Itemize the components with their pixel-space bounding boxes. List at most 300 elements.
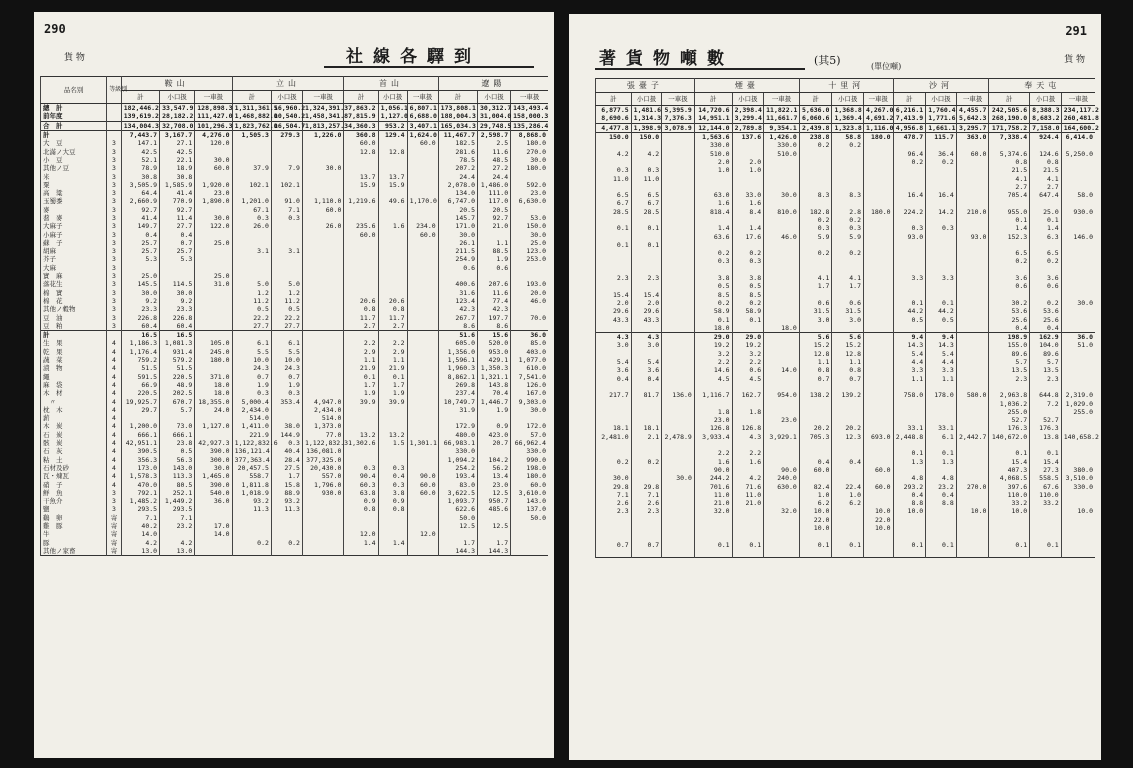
item-class: 3 bbox=[107, 247, 121, 255]
table-cell bbox=[764, 333, 800, 342]
table-cell: 1,077.0 bbox=[511, 356, 548, 364]
table-row bbox=[596, 141, 1096, 149]
table-cell bbox=[764, 540, 800, 548]
table-cell bbox=[271, 264, 302, 272]
table-cell: 10.0 bbox=[232, 356, 271, 364]
table-cell: 126.8 bbox=[732, 424, 764, 432]
table-cell: 2,478.9 bbox=[662, 433, 695, 441]
table-cell: 1.2 bbox=[232, 289, 271, 297]
table-cell: 3,610.0 bbox=[511, 489, 548, 497]
table-cell: 705.3 bbox=[799, 433, 832, 441]
table-cell bbox=[378, 406, 407, 414]
table-cell: 0.9 bbox=[344, 497, 378, 505]
table-cell: 172.0 bbox=[511, 422, 548, 430]
table-cell bbox=[631, 549, 662, 558]
table-cell: 3.1 bbox=[232, 247, 271, 255]
table-row bbox=[41, 172, 549, 180]
table-cell: 1.1 bbox=[799, 358, 832, 366]
table-cell bbox=[832, 474, 864, 482]
sub-header: 計 bbox=[438, 91, 477, 104]
table-cell: 244.2 bbox=[694, 474, 732, 482]
item-name: 蘇 子 bbox=[41, 239, 107, 247]
table-cell: 1.7 bbox=[799, 282, 832, 290]
table-cell bbox=[956, 375, 989, 383]
table-cell bbox=[631, 524, 662, 532]
table-cell: 180.0 bbox=[864, 208, 894, 216]
table-cell: 1,116.0 bbox=[864, 123, 894, 132]
table-cell bbox=[764, 315, 800, 323]
table-cell bbox=[232, 522, 271, 530]
table-cell: 0.7 bbox=[232, 373, 271, 381]
table-cell bbox=[864, 174, 894, 182]
table-cell: 66,962.4 bbox=[511, 439, 548, 447]
table-cell bbox=[799, 257, 832, 265]
table-cell: 33,547.9 bbox=[160, 104, 195, 113]
table-cell bbox=[407, 431, 438, 439]
table-cell bbox=[302, 139, 343, 147]
table-cell bbox=[864, 350, 894, 358]
table-cell: 0.4 bbox=[378, 472, 407, 480]
table-cell: 18.9 bbox=[160, 164, 195, 172]
table-cell bbox=[407, 247, 438, 255]
table-cell: 1,226.0 bbox=[302, 130, 343, 139]
table-cell: 29.8 bbox=[596, 482, 632, 490]
table-cell bbox=[799, 266, 832, 274]
table-cell: 1.4 bbox=[732, 224, 764, 232]
table-cell bbox=[956, 416, 989, 424]
table-cell: 30.0 bbox=[121, 289, 159, 297]
table-cell: 27.1 bbox=[160, 139, 195, 147]
table-cell: 3.8 bbox=[732, 274, 764, 282]
table-cell bbox=[478, 414, 511, 422]
table-cell: 0.6 bbox=[1030, 282, 1062, 290]
station-header: 鞍山 bbox=[121, 77, 232, 91]
table-cell bbox=[232, 147, 271, 155]
table-row bbox=[41, 331, 549, 340]
table-cell bbox=[926, 141, 957, 149]
table-cell: 140,658.2 bbox=[1061, 433, 1095, 441]
table-cell: 390.0 bbox=[195, 447, 232, 455]
table-cell bbox=[662, 141, 695, 149]
table-cell: 647.4 bbox=[1030, 191, 1062, 199]
table-row bbox=[41, 514, 549, 522]
table-cell: 235.6 bbox=[344, 222, 378, 230]
table-cell bbox=[662, 199, 695, 207]
table-cell: 30.0 bbox=[195, 464, 232, 472]
table-cell bbox=[799, 149, 832, 157]
table-cell bbox=[302, 255, 343, 263]
table-cell bbox=[271, 230, 302, 238]
table-row bbox=[596, 324, 1096, 333]
table-cell: 758.0 bbox=[893, 391, 926, 399]
table-cell: 30.0 bbox=[302, 164, 343, 172]
table-cell bbox=[1030, 199, 1062, 207]
table-cell: 770.9 bbox=[160, 197, 195, 205]
table-cell bbox=[732, 383, 764, 391]
table-cell bbox=[893, 166, 926, 174]
table-cell: 293.5 bbox=[160, 505, 195, 513]
table-cell: 155.0 bbox=[989, 341, 1030, 349]
table-cell: 4.3 bbox=[631, 333, 662, 342]
table-cell: 3.0 bbox=[596, 341, 632, 349]
sub-header: 計 bbox=[694, 93, 732, 106]
title-rule bbox=[324, 66, 534, 68]
table-cell: 90.0 bbox=[764, 466, 800, 474]
item-class bbox=[107, 331, 121, 340]
table-cell: 0.2 bbox=[694, 249, 732, 257]
table-cell bbox=[378, 230, 407, 238]
table-cell bbox=[662, 516, 695, 524]
table-cell bbox=[832, 241, 864, 249]
table-cell bbox=[864, 532, 894, 540]
table-cell bbox=[956, 350, 989, 358]
table-cell bbox=[989, 291, 1030, 299]
table-cell bbox=[1030, 441, 1062, 449]
table-row bbox=[41, 356, 549, 364]
table-cell bbox=[662, 341, 695, 349]
table-row bbox=[41, 305, 549, 313]
table-cell: 371.0 bbox=[195, 373, 232, 381]
table-cell: 11.7 bbox=[378, 313, 407, 321]
table-cell bbox=[478, 272, 511, 280]
table-cell: 56.2 bbox=[478, 464, 511, 472]
table-cell bbox=[764, 358, 800, 366]
table-cell: 19,925.7 bbox=[121, 397, 159, 405]
table-cell: 122.0 bbox=[195, 222, 232, 230]
table-cell bbox=[407, 464, 438, 472]
table-cell: 13.4 bbox=[478, 472, 511, 480]
table-cell: 931.4 bbox=[160, 348, 195, 356]
table-cell bbox=[511, 530, 548, 538]
table-cell: 139.2 bbox=[832, 391, 864, 399]
table-row bbox=[41, 547, 549, 556]
table-cell bbox=[956, 516, 989, 524]
table-cell bbox=[344, 447, 378, 455]
table-cell: 2.2 bbox=[732, 358, 764, 366]
table-cell: 0.4 bbox=[596, 375, 632, 383]
table-cell bbox=[631, 216, 662, 224]
table-cell bbox=[344, 331, 378, 340]
table-cell: 143,493.4 bbox=[511, 104, 548, 113]
table-cell: 1,369.4 bbox=[832, 114, 864, 123]
table-cell bbox=[864, 341, 894, 349]
table-cell: 5.7 bbox=[160, 406, 195, 414]
table-cell bbox=[893, 183, 926, 191]
table-cell: 29.6 bbox=[596, 307, 632, 315]
table-cell: 42.5 bbox=[121, 147, 159, 155]
page-number: 291 bbox=[1065, 24, 1087, 38]
table-cell: 240.0 bbox=[764, 474, 800, 482]
table-cell: 11.6 bbox=[478, 147, 511, 155]
table-cell: 37.9 bbox=[232, 164, 271, 172]
table-cell: 6,688.0 bbox=[407, 112, 438, 121]
table-cell: 3.6 bbox=[631, 366, 662, 374]
table-row bbox=[41, 197, 549, 205]
table-cell bbox=[864, 333, 894, 342]
table-cell bbox=[195, 331, 232, 340]
table-cell: 1,760.4 bbox=[926, 106, 957, 115]
table-cell bbox=[1061, 183, 1095, 191]
table-cell: 11.3 bbox=[232, 505, 271, 513]
table-cell bbox=[764, 532, 800, 540]
item-name: 木 材 bbox=[41, 389, 107, 397]
table-cell: 4,691.2 bbox=[864, 114, 894, 123]
item-name: 〃 bbox=[41, 397, 107, 405]
table-cell: 29.8 bbox=[631, 482, 662, 490]
table-cell: 31.0 bbox=[195, 280, 232, 288]
table-cell bbox=[864, 141, 894, 149]
table-cell bbox=[764, 383, 800, 391]
table-row bbox=[41, 181, 549, 189]
table-row bbox=[41, 121, 549, 130]
table-cell: 8.3 bbox=[799, 191, 832, 199]
sub-header: 計 bbox=[596, 93, 632, 106]
table-cell: 0.3 bbox=[926, 224, 957, 232]
table-cell: 21.0 bbox=[478, 222, 511, 230]
table-cell: 173.0 bbox=[121, 464, 159, 472]
table-cell: 3,407.1 bbox=[407, 121, 438, 130]
table-cell: 16.5 bbox=[121, 331, 159, 340]
table-cell bbox=[864, 282, 894, 290]
table-cell bbox=[832, 266, 864, 274]
table-row bbox=[596, 315, 1096, 323]
table-cell bbox=[864, 216, 894, 224]
item-class: 3 bbox=[107, 280, 121, 288]
table-row bbox=[596, 433, 1096, 441]
table-cell: 0.1 bbox=[893, 540, 926, 548]
table-cell: 0.3 bbox=[732, 257, 764, 265]
table-cell: 3,929.1 bbox=[764, 433, 800, 441]
table-cell: 152.3 bbox=[989, 232, 1030, 240]
item-name: 木 炭 bbox=[41, 422, 107, 430]
table-cell bbox=[631, 183, 662, 191]
table-cell: 330.0 bbox=[694, 141, 732, 149]
table-row bbox=[596, 241, 1096, 249]
table-cell: 217.7 bbox=[596, 391, 632, 399]
table-cell: 60.4 bbox=[121, 322, 159, 331]
table-cell bbox=[160, 264, 195, 272]
table-cell bbox=[662, 174, 695, 182]
table-cell bbox=[302, 547, 343, 556]
table-cell: 644.8 bbox=[1030, 391, 1062, 399]
table-cell bbox=[956, 274, 989, 282]
table-cell: 102.1 bbox=[232, 181, 271, 189]
table-cell: 0.2 bbox=[893, 158, 926, 166]
table-cell: 1,458,341.8 bbox=[302, 112, 343, 121]
table-cell: 23.0 bbox=[694, 416, 732, 424]
table-cell bbox=[832, 408, 864, 416]
table-cell: 954.0 bbox=[764, 391, 800, 399]
table-cell bbox=[407, 289, 438, 297]
table-cell: 180.0 bbox=[195, 356, 232, 364]
table-cell: 2,448.8 bbox=[893, 433, 926, 441]
table-cell: 30.0 bbox=[596, 474, 632, 482]
table-cell bbox=[893, 249, 926, 257]
table-cell: 478.7 bbox=[893, 132, 926, 141]
item-class: 4 bbox=[107, 464, 121, 472]
table-cell bbox=[832, 291, 864, 299]
table-row bbox=[596, 399, 1096, 407]
table-cell: 90.0 bbox=[407, 472, 438, 480]
table-cell bbox=[344, 455, 378, 463]
table-cell bbox=[989, 266, 1030, 274]
table-cell: 25.0 bbox=[1030, 208, 1062, 216]
table-cell: 44.2 bbox=[893, 307, 926, 315]
table-cell bbox=[378, 422, 407, 430]
table-cell bbox=[956, 424, 989, 432]
table-cell bbox=[956, 174, 989, 182]
table-cell bbox=[926, 416, 957, 424]
table-cell: 150.0 bbox=[596, 132, 632, 141]
table-cell: 6.5 bbox=[596, 191, 632, 199]
item-name: 牛 bbox=[41, 530, 107, 538]
table-cell bbox=[631, 266, 662, 274]
table-cell bbox=[662, 549, 695, 558]
table-cell bbox=[694, 399, 732, 407]
table-cell: 4.8 bbox=[926, 474, 957, 482]
table-cell bbox=[407, 397, 438, 405]
table-cell: 60.0 bbox=[799, 466, 832, 474]
table-cell: 234,117.2 bbox=[1061, 106, 1095, 115]
table-cell bbox=[799, 291, 832, 299]
table-cell bbox=[1061, 166, 1095, 174]
table-cell bbox=[956, 383, 989, 391]
table-cell: 33.2 bbox=[1030, 499, 1062, 507]
table-cell bbox=[302, 230, 343, 238]
table-cell bbox=[832, 466, 864, 474]
table-cell bbox=[864, 199, 894, 207]
table-cell: 90.4 bbox=[344, 472, 378, 480]
table-row bbox=[596, 482, 1096, 490]
item-name: 合 計 bbox=[41, 121, 107, 130]
table-cell: 26.1 bbox=[438, 239, 477, 247]
sub-header: 計 bbox=[989, 93, 1030, 106]
table-cell: 5.3 bbox=[121, 255, 159, 263]
table-cell: 89.6 bbox=[989, 350, 1030, 358]
table-cell bbox=[407, 156, 438, 164]
table-cell bbox=[732, 183, 764, 191]
table-cell: 254.2 bbox=[438, 464, 477, 472]
table-row bbox=[596, 257, 1096, 265]
table-cell: 143.0 bbox=[160, 464, 195, 472]
table-cell bbox=[956, 183, 989, 191]
sub-header: 一車扱 bbox=[407, 91, 438, 104]
table-cell bbox=[764, 158, 800, 166]
table-cell bbox=[195, 538, 232, 546]
table-row bbox=[596, 208, 1096, 216]
sub-header: 一車扱 bbox=[302, 91, 343, 104]
table-cell: 23.2 bbox=[160, 522, 195, 530]
table-cell bbox=[956, 141, 989, 149]
table-cell: 135,286.4 bbox=[511, 121, 548, 130]
table-cell: 3,167.7 bbox=[160, 130, 195, 139]
table-cell bbox=[344, 422, 378, 430]
table-cell: 9.2 bbox=[160, 297, 195, 305]
table-cell bbox=[271, 222, 302, 230]
table-cell: 4.2 bbox=[596, 149, 632, 157]
table-cell bbox=[864, 291, 894, 299]
table-cell bbox=[662, 232, 695, 240]
table-cell bbox=[799, 449, 832, 457]
table-cell bbox=[511, 322, 548, 331]
table-cell: 85.0 bbox=[511, 339, 548, 347]
table-cell bbox=[662, 333, 695, 342]
table-row bbox=[596, 183, 1096, 191]
table-cell bbox=[926, 291, 957, 299]
table-cell bbox=[662, 315, 695, 323]
table-cell: 3.6 bbox=[989, 274, 1030, 282]
table-cell bbox=[926, 507, 957, 515]
table-cell: 172.9 bbox=[438, 422, 477, 430]
table-cell: 29.0 bbox=[732, 333, 764, 342]
table-row bbox=[596, 274, 1096, 282]
item-class: 3 bbox=[107, 239, 121, 247]
table-cell: 58.9 bbox=[694, 307, 732, 315]
table-cell: 0.3 bbox=[232, 389, 271, 397]
table-cell bbox=[732, 549, 764, 558]
table-cell: 10.0 bbox=[799, 507, 832, 515]
table-cell: 1,029.0 bbox=[1061, 399, 1095, 407]
table-cell bbox=[832, 516, 864, 524]
item-class bbox=[107, 121, 121, 130]
table-cell bbox=[799, 474, 832, 482]
table-cell: 5.7 bbox=[1030, 358, 1062, 366]
table-cell bbox=[764, 183, 800, 191]
table-cell: 20,457.5 bbox=[232, 464, 271, 472]
table-cell bbox=[864, 191, 894, 199]
table-cell bbox=[511, 522, 548, 530]
item-name: 粘 土 bbox=[41, 455, 107, 463]
table-cell: 40.4 bbox=[271, 447, 302, 455]
table-cell: 0.1 bbox=[694, 315, 732, 323]
table-cell bbox=[662, 241, 695, 249]
table-cell bbox=[956, 257, 989, 265]
table-cell: 13.0 bbox=[121, 547, 159, 556]
table-cell bbox=[195, 547, 232, 556]
table-cell: 67.6 bbox=[1030, 482, 1062, 490]
table-cell: 22.0 bbox=[799, 516, 832, 524]
table-cell: 20.5 bbox=[478, 206, 511, 214]
table-cell bbox=[799, 324, 832, 333]
table-cell bbox=[596, 183, 632, 191]
table-cell: 128,898.3 bbox=[195, 104, 232, 113]
table-cell bbox=[271, 255, 302, 263]
table-cell: 1,311,361.5 bbox=[232, 104, 271, 113]
table-cell: 0.1 bbox=[694, 540, 732, 548]
table-cell bbox=[732, 141, 764, 149]
table-cell bbox=[956, 299, 989, 307]
table-cell bbox=[438, 530, 477, 538]
table-cell: 48.9 bbox=[160, 381, 195, 389]
item-class: 3 bbox=[107, 139, 121, 147]
table-cell bbox=[764, 241, 800, 249]
table-cell: 22.4 bbox=[832, 482, 864, 490]
table-cell bbox=[407, 313, 438, 321]
table-cell: 0.1 bbox=[631, 241, 662, 249]
table-cell bbox=[764, 166, 800, 174]
table-cell bbox=[596, 158, 632, 166]
table-cell bbox=[232, 239, 271, 247]
table-cell: 120.0 bbox=[195, 139, 232, 147]
table-cell bbox=[1030, 507, 1062, 515]
table-cell bbox=[232, 230, 271, 238]
table-cell: 7.1 bbox=[631, 491, 662, 499]
table-cell bbox=[302, 356, 343, 364]
table-cell bbox=[232, 514, 271, 522]
table-cell: 0.7 bbox=[631, 540, 662, 548]
table-cell: 0.3 bbox=[271, 389, 302, 397]
table-cell bbox=[1030, 266, 1062, 274]
